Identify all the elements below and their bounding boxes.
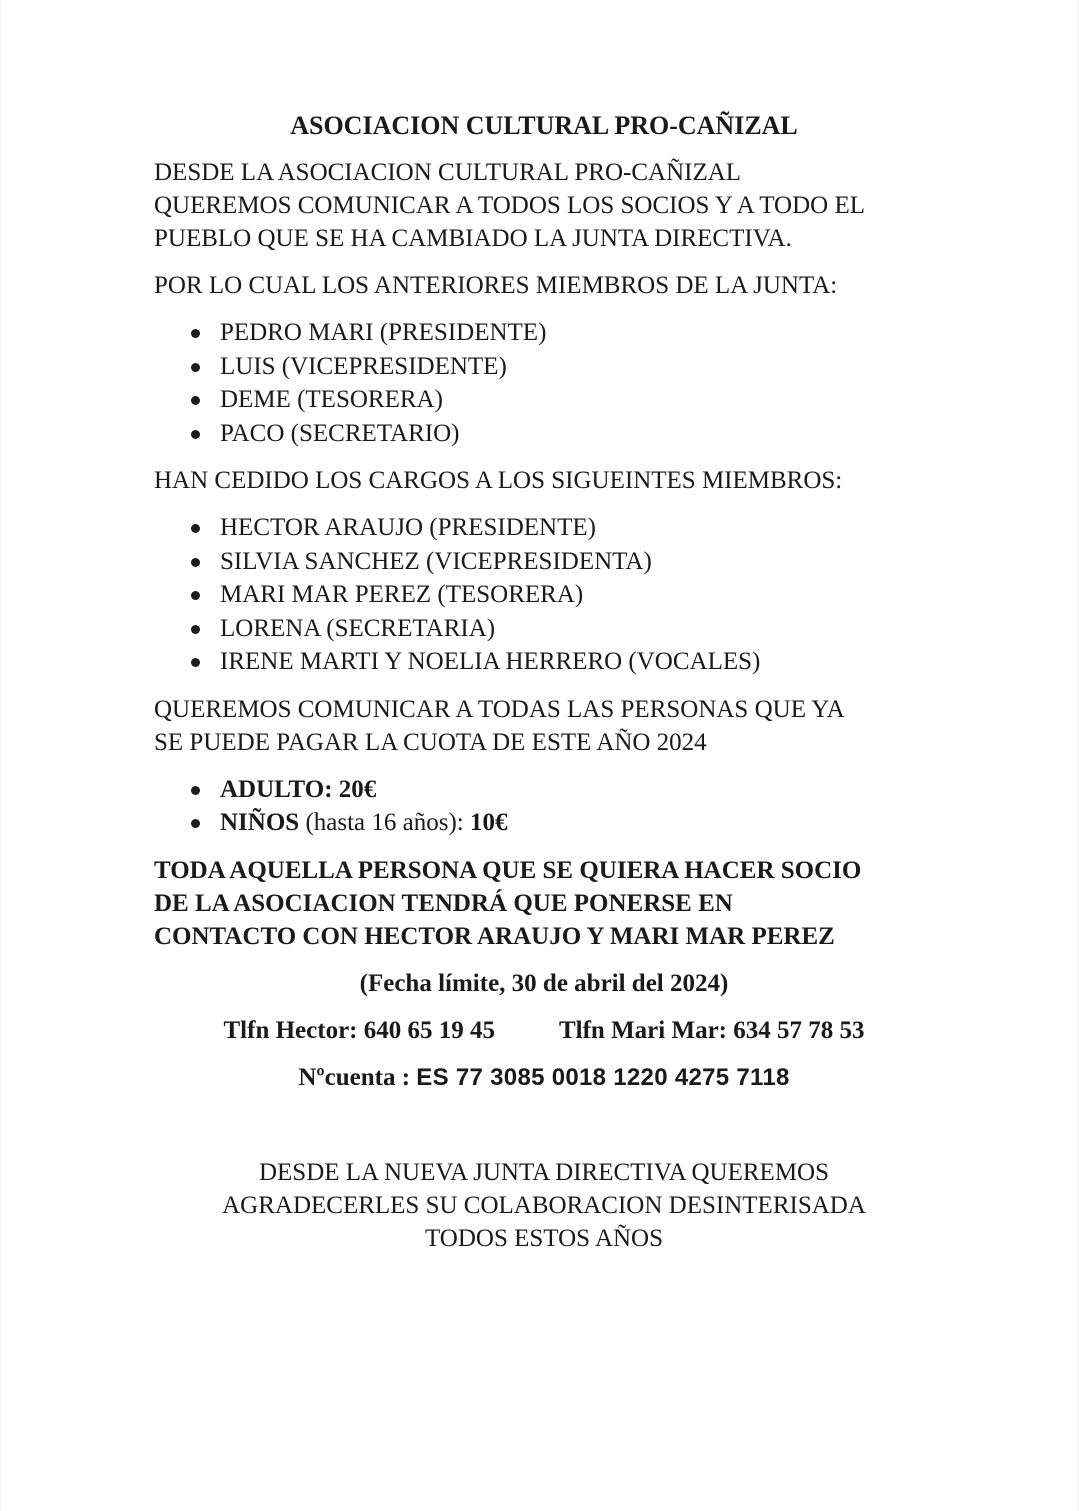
member-text: SILVIA SANCHEZ (VICEPRESIDENTA) — [220, 547, 652, 575]
child-fee-label: NIÑOS — [220, 809, 300, 836]
new-members-heading: HAN CEDIDO LOS CARGOS A LOS SIGUEINTES MIEMBROS: — [154, 467, 843, 494]
membership-notice — [154, 854, 934, 953]
intro-line: DESDE LA ASOCIACION CULTURAL PRO-CAÑIZAL — [154, 159, 742, 186]
member-text: IRENE MARTI Y NOELIA HERRERO (VOCALES) — [220, 648, 761, 675]
list-item — [154, 612, 934, 646]
list-item — [154, 383, 934, 417]
member-text: PACO (SECRETARIO) — [220, 419, 460, 447]
account-label: Nºcuenta : — [298, 1063, 417, 1091]
phone-mari-mar: Tlfn Mari Mar: 634 57 78 53 — [558, 1016, 865, 1044]
bank-account — [154, 1061, 934, 1094]
fee-intro-paragraph — [154, 693, 934, 759]
list-item — [154, 806, 934, 840]
list-item — [154, 316, 934, 350]
bullet-icon — [191, 558, 200, 567]
member-text: HECTOR ARAUJO (PRESIDENTE) — [220, 514, 596, 541]
list-item — [154, 578, 934, 612]
member-text: MARI MAR PEREZ (TESORERA) — [220, 581, 584, 608]
child-fee-price: 10€ — [469, 809, 508, 836]
bullet-icon — [191, 591, 200, 600]
bullet-icon — [191, 363, 200, 372]
bullet-icon — [191, 329, 200, 338]
list-item — [154, 645, 934, 679]
bullet-icon — [191, 625, 200, 634]
closing-line: TODOS ESTOS AÑOS — [424, 1224, 664, 1252]
intro-line: QUEREMOS COMUNICAR A TODOS LOS SOCIOS Y A TODO EL — [154, 192, 865, 219]
phone-hector: Tlfn Hector: 640 65 19 45 — [223, 1016, 495, 1044]
child-fee-note: (hasta 16 años): — [299, 809, 470, 836]
adult-fee: ADULTO: 20€ — [220, 775, 377, 803]
closing-paragraph — [154, 1156, 934, 1255]
former-members-list — [154, 316, 934, 450]
bullet-icon — [191, 430, 200, 439]
bullet-icon — [191, 786, 200, 795]
closing-line: DESDE LA NUEVA JUNTA DIRECTIVA QUEREMOS — [258, 1158, 830, 1186]
closing-line: AGRADECERLES SU COLABORACION DESINTERISADA — [222, 1191, 866, 1219]
new-members-list — [154, 511, 934, 679]
former-members-heading: POR LO CUAL LOS ANTERIORES MIEMBROS DE LA JUNTA: — [154, 272, 838, 299]
bullet-icon — [191, 819, 200, 828]
list-item — [154, 417, 934, 451]
phone-contacts — [154, 1014, 934, 1047]
list-item — [154, 511, 934, 545]
notice-line: CONTACTO CON HECTOR ARAUJO Y MARI MAR PEREZ — [154, 922, 835, 950]
member-text: DEME (TESORERA) — [220, 386, 443, 413]
list-item — [154, 545, 934, 579]
fees-list — [154, 773, 934, 840]
notice-line: DE LA ASOCIACION TENDRÁ QUE PONERSE EN — [154, 889, 733, 917]
intro-paragraph — [154, 156, 934, 255]
fee-intro-line: SE PUEDE PAGAR LA CUOTA DE ESTE AÑO 2024 — [154, 728, 707, 756]
account-number: ES 77 3085 0018 1220 4275 7118 — [416, 1063, 790, 1091]
list-item — [154, 773, 934, 807]
document-body — [154, 108, 934, 1255]
fee-intro-line: QUEREMOS COMUNICAR A TODAS LAS PERSONAS QUE YA — [154, 695, 845, 723]
member-text: LUIS (VICEPRESIDENTE) — [220, 352, 507, 380]
intro-line: PUEBLO QUE SE HA CAMBIADO LA JUNTA DIRECTIVA. — [154, 225, 792, 252]
member-text: LORENA (SECRETARIA) — [220, 614, 496, 642]
notice-line: TODA AQUELLA PERSONA QUE SE QUIERA HACER SOCIO — [154, 856, 862, 884]
bullet-icon — [191, 524, 200, 533]
deadline-text: (Fecha límite, 30 de abril del 2024) — [359, 969, 729, 997]
list-item — [154, 350, 934, 384]
document-title: ASOCIACION CULTURAL PRO-CAÑIZAL — [290, 111, 798, 140]
bullet-icon — [191, 658, 200, 667]
member-text: PEDRO MARI (PRESIDENTE) — [220, 319, 547, 346]
bullet-icon — [191, 396, 200, 405]
